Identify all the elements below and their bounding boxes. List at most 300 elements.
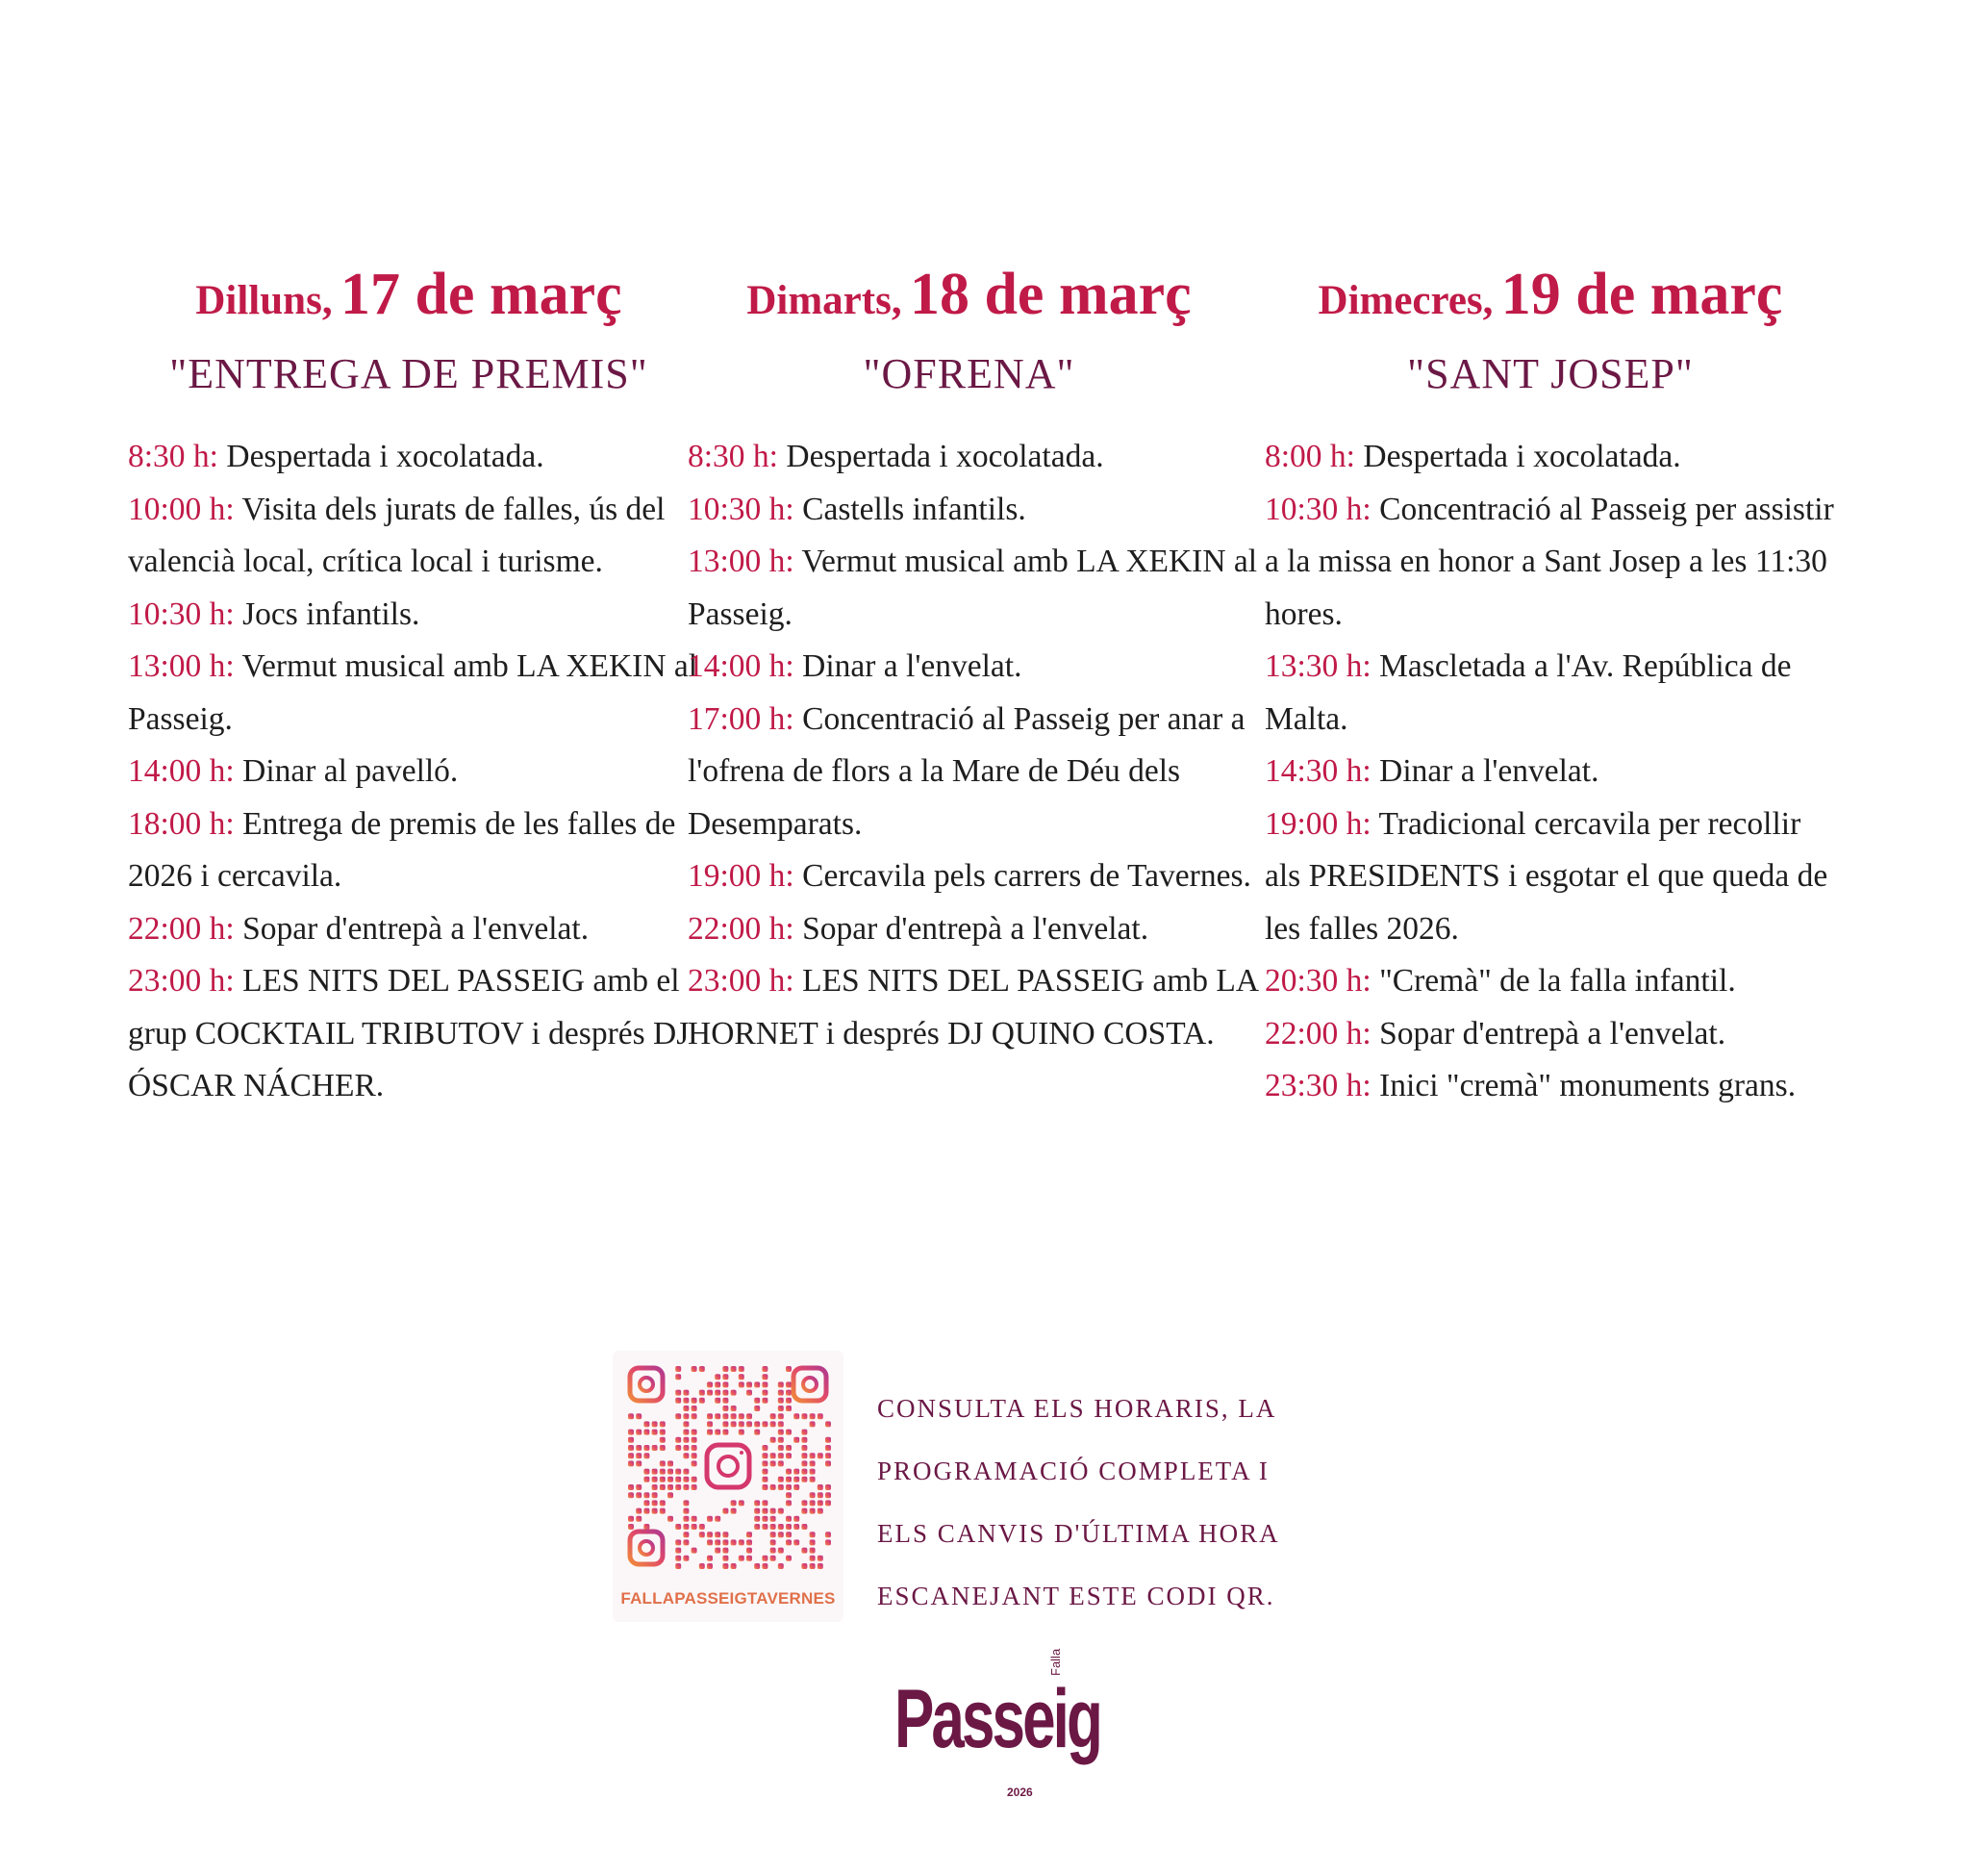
list-item [128,641,705,746]
qr-module [675,1366,681,1372]
qr-module [692,1430,697,1435]
qr-module [683,1437,689,1443]
list-item [1265,798,1842,956]
qr-module [754,1508,760,1514]
date: 17 de març [340,262,622,327]
qr-module [699,1524,705,1530]
qr-module [739,1421,744,1427]
logo-wordmark: Passeig [894,1673,1100,1765]
list-item [1265,746,1842,798]
qr-module [770,1413,776,1419]
qr-module [699,1563,705,1569]
qr-module [778,1484,784,1490]
qr-module [636,1413,642,1419]
qr-code[interactable] [613,1351,843,1622]
qr-module [810,1539,816,1545]
event-text: Vermut musical amb LA XEKIN al Passeig. [688,544,1258,632]
qr-module [707,1516,713,1522]
qr-module [667,1516,673,1522]
qr-module [652,1445,658,1451]
qr-module [762,1445,768,1451]
qr-module [770,1437,776,1443]
qr-module [715,1516,720,1522]
list-item [1265,1008,1842,1061]
qr-module [683,1508,689,1514]
qr-module [707,1430,713,1435]
event-time: 23:30 h: [1265,1068,1371,1103]
qr-module [825,1453,831,1458]
qr-module [683,1477,689,1482]
qr-module [825,1437,831,1443]
list-item [128,798,705,903]
event-time: 14:00 h: [128,753,235,789]
qr-module [715,1539,720,1545]
list-item [688,850,1265,903]
qr-module [660,1460,666,1466]
day-heading [673,262,1265,327]
qr-module [825,1539,831,1545]
qr-module [715,1374,720,1380]
qr-module [762,1398,768,1404]
qr-module [786,1524,792,1530]
list-item [128,903,705,956]
qr-module [628,1413,634,1419]
qr-module [770,1484,776,1490]
qr-module [786,1516,792,1522]
qr-module [793,1516,799,1522]
qr-module [675,1437,681,1443]
qr-module [692,1453,697,1458]
qr-module [786,1539,792,1545]
qr-module [722,1539,728,1545]
day-heading [1259,262,1842,327]
qr-instructions [877,1378,1320,1628]
qr-module [818,1508,823,1514]
qr-module [778,1413,784,1419]
event-list [128,431,705,1113]
event-text: Despertada i xocolatada. [1355,439,1681,474]
qr-module [660,1430,666,1435]
qr-module [667,1469,673,1475]
qr-module [778,1563,784,1569]
qr-module [707,1381,713,1387]
event-text: Despertada i xocolatada. [778,439,1104,474]
qr-module [643,1469,649,1475]
qr-module [652,1421,658,1427]
qr-module [770,1556,776,1561]
list-item [688,431,1265,484]
qr-module [628,1430,634,1435]
qr-module [786,1453,792,1458]
qr-module [770,1532,776,1537]
qr-module [746,1381,752,1387]
qr-module [643,1477,649,1482]
qr-module [628,1484,634,1490]
event-time: 22:00 h: [1265,1015,1371,1051]
qr-module [754,1524,760,1530]
qr-module [825,1532,831,1537]
qr-module [715,1398,720,1404]
qr-module [692,1524,697,1530]
event-time: 13:00 h: [128,648,235,684]
qr-module [675,1374,681,1380]
qr-module [660,1421,666,1427]
qr-module [636,1516,642,1522]
qr-module [722,1508,728,1514]
qr-module [643,1508,649,1514]
qr-module [739,1374,744,1380]
qr-module [818,1563,823,1569]
qr-module [722,1398,728,1404]
qr-module [722,1563,728,1569]
qr-module [762,1453,768,1458]
qr-module [652,1492,658,1498]
day-subtitle: "OFRENA" [863,350,1075,397]
qr-module [715,1548,720,1554]
qr-module [793,1437,799,1443]
qr-finder-top-right [793,1368,826,1401]
qr-module [762,1524,768,1530]
qr-module [810,1548,816,1554]
qr-module [683,1469,689,1475]
qr-module [770,1548,776,1554]
qr-module [818,1492,823,1498]
qr-module [810,1532,816,1537]
qr-module [652,1469,658,1475]
qr-module [754,1421,760,1427]
qr-module [746,1548,752,1554]
qr-module [786,1398,792,1404]
qr-module [643,1524,649,1530]
qr-module [683,1453,689,1458]
qr-module [675,1524,681,1530]
qr-module [683,1556,689,1561]
event-text: Inici "cremà" monuments grans. [1371,1068,1797,1103]
event-time: 10:30 h: [1265,491,1371,527]
qr-module [825,1421,831,1427]
event-text: Jocs infantils. [234,595,420,632]
weekday: Dimarts, [746,278,902,323]
qr-module [739,1366,744,1372]
qr-module [754,1500,760,1506]
day-heading [113,262,705,327]
qr-module [643,1421,649,1427]
qr-module [675,1556,681,1561]
event-time: 8:30 h: [688,439,778,474]
qr-module [801,1413,807,1419]
event-text: Dinar al pavelló. [234,753,459,789]
qr-module [643,1453,649,1458]
list-item [688,641,1265,694]
qr-module [636,1484,642,1490]
qr-module [770,1524,776,1530]
qr-module [778,1548,784,1554]
qr-module [660,1484,666,1490]
qr-module [692,1366,697,1372]
qr-module [778,1390,784,1396]
qr-module [667,1460,673,1466]
day-column-2 [688,262,1265,1060]
qr-module [762,1563,768,1569]
qr-module [762,1516,768,1522]
date: 19 de març [1500,262,1783,327]
qr-module [793,1413,799,1419]
event-text: Mascletada a l'Av. República de Malta. [1265,648,1792,737]
qr-module [715,1390,720,1396]
qr-module [810,1492,816,1498]
qr-module [683,1430,689,1435]
qr-module [667,1484,673,1490]
qr-module [786,1484,792,1490]
qr-module [786,1366,792,1372]
event-text: "Cremà" de la falla infantil. [1371,963,1736,999]
qr-module [770,1516,776,1522]
qr-module [754,1381,760,1387]
qr-module [810,1500,816,1506]
day-column-3 [1265,262,1842,1113]
qr-module [818,1484,823,1490]
event-time: 23:00 h: [688,963,794,999]
qr-module [810,1477,816,1482]
event-text: Vermut musical amb LA XEKIN al Passeig. [128,648,698,737]
event-time: 10:30 h: [128,595,235,632]
qr-module [778,1381,784,1387]
event-text: Dinar a l'envelat. [1371,753,1599,789]
qr-module [778,1532,784,1537]
event-time: 18:00 h: [128,805,235,842]
qr-module [754,1516,760,1522]
qr-module [801,1430,807,1435]
qr-module [683,1421,689,1427]
qr-module [739,1430,744,1435]
qr-module [722,1413,728,1419]
qr-module [786,1477,792,1482]
qr-module [675,1390,681,1396]
qr-module [715,1430,720,1435]
weekday: Dilluns, [195,278,333,323]
qr-module [754,1430,760,1435]
list-item [688,536,1265,641]
qr-module [818,1453,823,1458]
qr-module [801,1524,807,1530]
qr-module [801,1453,807,1458]
qr-module [715,1532,720,1537]
qr-caption: FALLAPASSEIGTAVERNES [620,1589,836,1608]
qr-module [731,1539,737,1545]
qr-module [722,1366,728,1372]
qr-module [683,1390,689,1396]
qr-module [707,1532,713,1537]
list-item [688,694,1265,851]
qr-module [786,1556,792,1561]
qr-module [652,1484,658,1490]
qr-module [801,1477,807,1482]
qr-module [778,1508,784,1514]
qr-module [825,1445,831,1451]
qr-module [786,1492,792,1498]
qr-module [683,1398,689,1404]
qr-module [793,1524,799,1530]
list-item [688,903,1265,956]
qr-module [692,1445,697,1451]
qr-module [643,1445,649,1451]
qr-module [778,1477,784,1482]
qr-module [770,1460,776,1466]
qr-module [810,1508,816,1514]
qr-module [810,1556,816,1561]
qr-module [762,1477,768,1482]
event-time: 8:00 h: [1265,439,1355,474]
event-time: 14:00 h: [688,648,794,684]
qr-module [818,1413,823,1419]
qr-module [683,1413,689,1419]
qr-module [722,1556,728,1561]
qr-module [801,1437,807,1443]
qr-module [825,1460,831,1466]
qr-module [810,1453,816,1458]
qr-module [810,1413,816,1419]
qr-module [801,1445,807,1451]
qr-module [770,1508,776,1514]
event-text: LES NITS DEL PASSEIG amb LA HORNET i després DJ QUINO COSTA. [688,963,1258,1051]
qr-instruction-line: CONSULTA ELS HORARIS, LA [877,1394,1277,1423]
weekday: Dimecres, [1318,278,1494,323]
qr-module [778,1421,784,1427]
qr-module [746,1413,752,1419]
event-text: Sopar d'entrepà a l'envelat. [234,910,590,947]
event-time: 22:00 h: [128,910,235,947]
falla-passeig-logo [894,1645,1100,1828]
qr-module [762,1460,768,1466]
qr-module [660,1437,666,1443]
qr-module [786,1390,792,1396]
qr-module [707,1413,713,1419]
qr-module [722,1532,728,1537]
qr-module [793,1539,799,1545]
event-time: 22:00 h: [688,910,794,947]
qr-module [739,1539,744,1545]
event-time: 14:30 h: [1265,753,1371,789]
qr-instruction-line: ELS CANVIS D'ÚLTIMA HORA [877,1519,1280,1548]
qr-module [636,1445,642,1451]
qr-module [778,1406,784,1411]
qr-module [643,1500,649,1506]
qr-module [715,1381,720,1387]
event-time: 19:00 h: [1265,805,1371,842]
qr-module [683,1539,689,1545]
qr-module [692,1477,697,1482]
qr-module [660,1469,666,1475]
qr-module [818,1556,823,1561]
qr-module [707,1390,713,1396]
qr-module [715,1413,720,1419]
qr-module [731,1366,737,1372]
qr-finder-top-left [630,1368,663,1401]
qr-module [675,1398,681,1404]
qr-module [722,1548,728,1554]
qr-module [722,1421,728,1427]
qr-module [778,1524,784,1530]
qr-module [786,1406,792,1411]
qr-module [810,1563,816,1569]
qr-module [675,1445,681,1451]
event-text: Entrega de premis de les falles de 2026 i cercavila. [128,805,676,894]
qr-module [762,1381,768,1387]
qr-finder-bottom-left [630,1532,663,1564]
qr-module [762,1484,768,1490]
qr-instruction-line: ESCANEJANT ESTE CODI QR. [877,1582,1275,1610]
qr-module [636,1508,642,1514]
qr-module [739,1556,744,1561]
qr-module [818,1500,823,1506]
qr-module [754,1398,760,1404]
qr-module [707,1563,713,1569]
qr-module [731,1390,737,1396]
qr-module [793,1477,799,1482]
qr-module [652,1508,658,1514]
qr-module [628,1445,634,1451]
qr-module [628,1492,634,1498]
event-text: Cercavila pels carrers de Tavernes. [793,858,1251,894]
qr-module [636,1453,642,1458]
qr-module [628,1524,634,1530]
qr-module [699,1398,705,1404]
qr-module [746,1539,752,1545]
qr-module [801,1460,807,1466]
qr-module [793,1469,799,1475]
qr-module [722,1390,728,1396]
qr-module [692,1548,697,1554]
date: 18 de març [909,262,1192,327]
qr-module [770,1539,776,1545]
qr-module [762,1469,768,1475]
qr-module [786,1445,792,1451]
qr-module [692,1516,697,1522]
event-text: Castells infantils. [793,491,1026,527]
event-time: 10:00 h: [128,491,235,527]
list-item [1265,431,1842,484]
qr-module [692,1406,697,1411]
qr-module [793,1484,799,1490]
event-time: 10:30 h: [688,491,794,527]
qr-module [675,1548,681,1554]
event-text: Concentració al Passeig per anar a l'ofrena de flors a la Mare de Déu dels Desemparats. [688,700,1246,842]
qr-module [801,1548,807,1554]
qr-module [770,1421,776,1427]
event-time: 13:00 h: [688,544,794,579]
qr-module [722,1430,728,1435]
qr-module [731,1508,737,1514]
qr-module [786,1469,792,1475]
qr-module [675,1484,681,1490]
qr-module [652,1500,658,1506]
qr-module [675,1563,681,1569]
qr-module [667,1492,673,1498]
qr-module [636,1460,642,1466]
qr-module [675,1539,681,1545]
qr-module [731,1500,737,1506]
qr-module [762,1500,768,1506]
qr-module [770,1453,776,1458]
list-item [1265,484,1842,642]
qr-module [652,1477,658,1482]
logo-year: 2026 [1007,1786,1033,1799]
qr-module [692,1460,697,1466]
day-column-1 [128,262,705,1113]
qr-module [786,1381,792,1387]
qr-module [810,1469,816,1475]
qr-module [762,1366,768,1372]
